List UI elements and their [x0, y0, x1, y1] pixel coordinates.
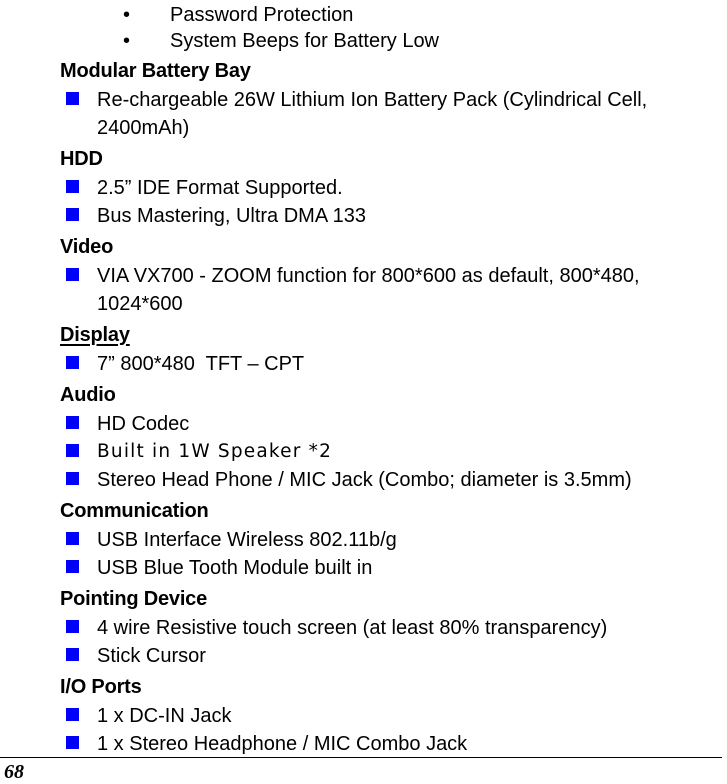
square-bullet-icon [66, 444, 79, 457]
spec-item [0, 702, 727, 730]
bullet-list-item-label: Password Protection [170, 4, 354, 26]
spec-item-label: USB Blue Tooth Module built in [97, 557, 373, 579]
spec-item-label: Bus Mastering, Ultra DMA 133 [97, 205, 366, 227]
square-bullet-icon [66, 648, 79, 661]
bullet-list-item-label: System Beeps for Battery Low [170, 30, 440, 52]
spec-section [0, 380, 727, 494]
section-heading: HDD [60, 148, 103, 170]
spec-item-label: VIA VX700 - ZOOM function for 800*600 as default, 800*480, 1024*600 [97, 265, 646, 315]
spec-item [0, 262, 727, 318]
spec-item [0, 554, 727, 582]
spec-item [0, 174, 727, 202]
square-bullet-icon [66, 356, 79, 369]
square-bullet-icon [66, 208, 79, 221]
section-heading: I/O Ports [60, 676, 142, 698]
top-bullet-list [0, 2, 727, 54]
spec-item-label: USB Interface Wireless 802.11b/g [97, 529, 397, 551]
square-bullet-icon [66, 736, 79, 749]
section-heading: Modular Battery Bay [60, 60, 251, 82]
spec-section [0, 144, 727, 230]
spec-item [0, 614, 727, 642]
spec-section [0, 672, 727, 758]
spec-item [0, 410, 727, 438]
round-bullet-icon: • [123, 4, 131, 26]
footer-divider [0, 757, 722, 758]
spec-section [0, 56, 727, 142]
square-bullet-icon [66, 560, 79, 573]
square-bullet-icon [66, 620, 79, 633]
spec-item-label: 1 x Stereo Headphone / MIC Combo Jack [97, 733, 468, 755]
square-bullet-icon [66, 532, 79, 545]
spec-item-label: 2.5” IDE Format Supported. [97, 177, 343, 199]
bullet-list-item [0, 28, 727, 54]
square-bullet-icon [66, 92, 79, 105]
spec-item-label: 1 x DC-IN Jack [97, 705, 232, 727]
section-heading: Audio [60, 384, 116, 406]
footer-page-number: 68 [4, 761, 24, 783]
spec-item [0, 642, 727, 670]
spec-item-label: Re-chargeable 26W Lithium Ion Battery Pack (Cylindrical Cell, 2400mAh) [97, 89, 653, 139]
spec-item-label: HD Codec [97, 413, 190, 435]
spec-item [0, 350, 727, 378]
spec-item-label: Built in 1W Speaker *2 [97, 441, 333, 462]
spec-section [0, 584, 727, 670]
spec-item [0, 466, 727, 494]
spec-section [0, 232, 727, 318]
round-bullet-icon: • [123, 30, 131, 52]
square-bullet-icon [66, 708, 79, 721]
spec-item [0, 730, 727, 758]
square-bullet-icon [66, 268, 79, 281]
spec-item-label: Stereo Head Phone / MIC Jack (Combo; diameter is 3.5mm) [97, 469, 632, 491]
spec-item [0, 438, 727, 466]
spec-section [0, 496, 727, 582]
section-heading: Display [60, 324, 130, 346]
square-bullet-icon [66, 416, 79, 429]
spec-item-label: Stick Cursor [97, 645, 206, 667]
spec-item-label: 4 wire Resistive touch screen (at least 80% transparency) [97, 617, 608, 639]
bullet-list-item [0, 2, 727, 28]
spec-section [0, 320, 727, 378]
section-heading: Communication [60, 500, 209, 522]
section-heading: Pointing Device [60, 588, 208, 610]
spec-item [0, 526, 727, 554]
section-heading: Video [60, 236, 114, 258]
spec-item [0, 202, 727, 230]
square-bullet-icon [66, 472, 79, 485]
spec-item [0, 86, 727, 142]
spec-sections [0, 56, 727, 758]
spec-item-label: 7” 800*480 TFT – CPT [97, 353, 305, 375]
square-bullet-icon [66, 180, 79, 193]
